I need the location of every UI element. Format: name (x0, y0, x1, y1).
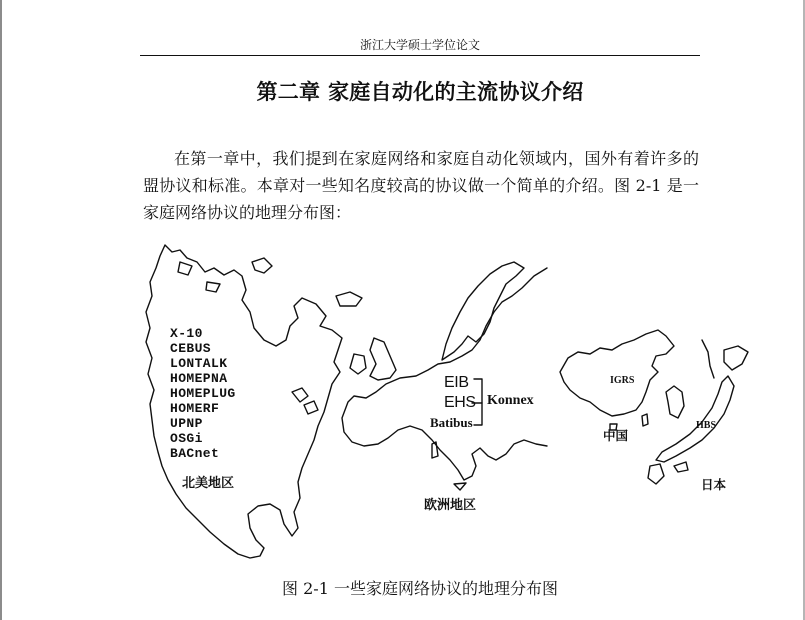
protocol-label: BACnet (170, 446, 220, 461)
paragraph-line: 家庭网络协议的地理分布图： (143, 203, 352, 222)
figure-caption: 图 2-1 一些家庭网络协议的地理分布图 (282, 579, 558, 598)
hokkaido-outline (724, 346, 748, 370)
protocol-label-konnex: Konnex (487, 393, 534, 408)
japan-region-label: 日本 (701, 477, 727, 492)
protocol-label: X-10 (170, 326, 203, 341)
running-header: 浙江大学硕士学位论文 (359, 38, 480, 52)
korea-outline (666, 386, 684, 418)
paragraph-line: 在第一章中，我们提到在家庭网络和家庭自动化领域内，国外有着许多的 (174, 149, 699, 168)
kyushu-outline (648, 464, 664, 484)
ireland-outline (350, 354, 366, 374)
protocol-label: HOMEPNA (170, 371, 228, 386)
arctic-island (178, 262, 192, 275)
chapter-title: 第二章 家庭自动化的主流协议介绍 (256, 79, 584, 104)
great-lake (292, 388, 308, 402)
protocol-label-hbs: HBS (696, 420, 717, 431)
protocol-map (2, 0, 805, 620)
protocol-label: HOMERF (170, 401, 220, 416)
great-britain-outline (370, 338, 396, 380)
protocol-label: UPNP (170, 416, 203, 431)
paragraph-line: 盟协议和标准。本章对一些知名度较高的协议做一个简单的介绍。图 2-1 是一 (143, 176, 699, 195)
protocol-label-ehs: EHS (444, 394, 476, 411)
europe-region-label: 欧洲地区 (424, 498, 477, 513)
protocol-label: OSGi (170, 431, 203, 446)
protocol-label-batibus: Batibus (430, 415, 473, 430)
shikoku-outline (674, 462, 688, 472)
arctic-island (206, 282, 220, 292)
arctic-island (252, 258, 272, 273)
sicily-outline (454, 483, 466, 490)
north-america-region-label: 北美地区 (182, 476, 235, 491)
iceland-outline (336, 292, 362, 306)
protocol-label: HOMEPLUG (170, 386, 236, 401)
protocol-label: LONTALK (170, 356, 228, 371)
protocol-label-eib: EIB (444, 374, 469, 391)
china-region-label: 中国 (603, 428, 629, 443)
taiwan-outline (642, 414, 648, 426)
honshu-outline (656, 376, 734, 462)
china-outline (560, 330, 674, 416)
mainland-coast-line (702, 340, 714, 378)
great-lake (304, 401, 318, 414)
protocol-label-igrs: IGRS (610, 375, 635, 386)
scandinavia-outline (442, 262, 524, 360)
north-america-protocol-list (170, 326, 236, 461)
protocol-label: CEBUS (170, 341, 212, 356)
